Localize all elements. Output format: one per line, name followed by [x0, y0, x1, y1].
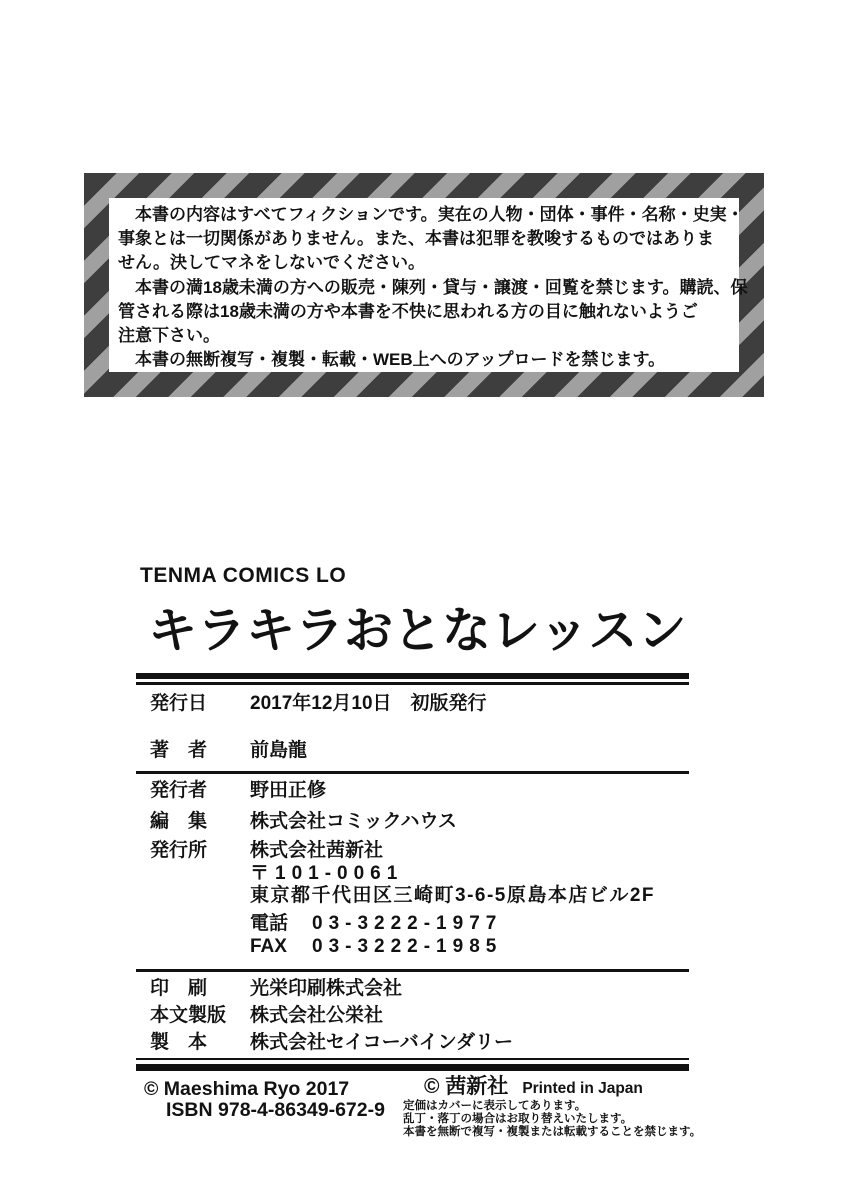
book-title: キラキラおとなレッスン: [148, 604, 687, 658]
row-label: 発行日: [150, 693, 208, 714]
postal-code: 〒101-0061: [250, 863, 404, 884]
warning-line: 本書の満18歳未満の方への販売・陳列・貸与・譲渡・回覧を禁じます。購読、保: [118, 277, 748, 297]
warning-line: 注意下さい。: [118, 326, 220, 346]
warning-text-panel: [109, 198, 748, 372]
telephone-number: 03-3222-1977: [312, 913, 503, 934]
warning-line: 事象とは一切関係がありません。また、本書は犯罪を教唆するものではありま: [118, 229, 715, 249]
printed-in-japan: Printed in Japan: [522, 1080, 643, 1097]
row-publication-date: [150, 691, 487, 717]
warning-line: 本書の内容はすべてフィクションです。実在の人物・団体・事件・名称・史実・: [118, 205, 744, 224]
section-divider: [136, 771, 689, 774]
publisher-copyright: © 茜新社: [424, 1075, 509, 1098]
warning-box: [84, 173, 764, 397]
row-printing: [150, 976, 402, 1002]
warning-line: せん。決してマネをしないでください。: [118, 253, 426, 273]
footer-note: 乱丁・落丁の場合はお取り替えいたします。: [403, 1112, 633, 1125]
author-copyright: © Maeshima Ryo 2017: [144, 1078, 350, 1100]
warning-line: 本書の無断複写・複製・転載・WEB上へのアップロードを禁じます。: [118, 350, 666, 370]
footer-rule-thin: [136, 1058, 689, 1060]
publisher-copyright-line: [424, 1075, 643, 1101]
row-binding: [150, 1030, 513, 1056]
fax-label: FAX: [250, 936, 287, 957]
row-value: 株式会社公栄社: [250, 1005, 384, 1026]
isbn: ISBN 978-4-86349-672-9: [166, 1099, 385, 1121]
row-label: 発行者: [150, 780, 208, 801]
fax-number: 03-3222-1985: [312, 936, 503, 957]
footer-notes: [403, 1100, 701, 1138]
footer-note: 定価はカバーに表示してあります。: [403, 1100, 587, 1112]
row-value: 2017年12月10日 初版発行: [250, 693, 487, 714]
title-rule-thick: [136, 673, 689, 679]
fax-line: [250, 936, 502, 957]
imprint-label: TENMA COMICS LO: [140, 564, 347, 587]
row-value: 株式会社コミックハウス: [250, 811, 457, 832]
row-label: 著 者: [150, 740, 208, 761]
footer-rule-thick: [136, 1064, 689, 1071]
row-label: 本文製版: [150, 1005, 227, 1026]
telephone-line: [250, 913, 502, 934]
row-value: 株式会社茜新社: [250, 840, 384, 861]
row-label: 発行所: [150, 840, 208, 861]
street-address: 東京都千代田区三崎町3-6-5原島本店ビル2F: [250, 885, 656, 906]
row-label: 製 本: [150, 1032, 208, 1053]
row-value: 光栄印刷株式会社: [250, 978, 403, 999]
row-author: [150, 738, 307, 764]
row-street-address: [150, 883, 655, 909]
row-publisher: [150, 778, 326, 804]
warning-line: 管される際は18歳未満の方や本書を不快に思われる方の目に触れないようご: [118, 301, 698, 321]
row-value: 野田正修: [250, 780, 327, 801]
row-label: 編 集: [150, 811, 208, 832]
row-label: 印 刷: [150, 978, 208, 999]
row-plate-making: [150, 1003, 383, 1029]
telephone-label: 電話: [250, 913, 289, 934]
footer-note: 本書を無断で複写・複製または転載することを禁じます。: [403, 1125, 702, 1138]
row-fax: [150, 934, 502, 960]
row-editor: [150, 809, 457, 835]
title-rule-thin: [136, 682, 689, 685]
row-value: 前島龍: [250, 740, 308, 761]
section-divider: [136, 969, 689, 972]
row-value: 株式会社セイコーバインダリー: [250, 1032, 513, 1053]
